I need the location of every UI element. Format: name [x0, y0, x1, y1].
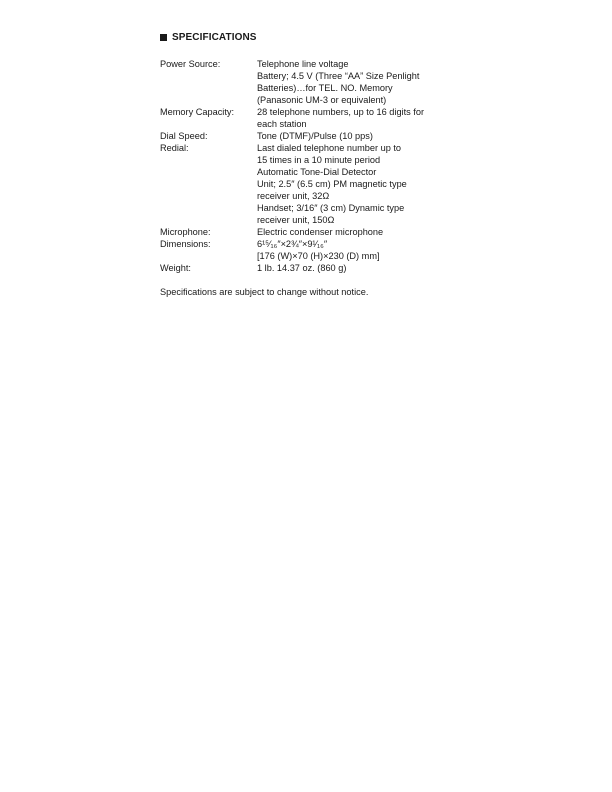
spec-label: Microphone:: [160, 227, 211, 237]
section-title: SPECIFICATIONS: [172, 31, 257, 43]
spec-value: [257, 238, 460, 262]
spec-line: 1 lb. 14.37 oz. (860 g): [257, 263, 347, 273]
spec-value: [257, 142, 460, 226]
spec-dial-speed: [160, 130, 460, 142]
spec-label: Memory Capacity:: [160, 107, 235, 117]
spec-label: Weight:: [160, 263, 191, 273]
spec-line: each station: [257, 119, 307, 129]
black-square-icon: [160, 34, 167, 41]
spec-line: Tone (DTMF)/Pulse (10 pps): [257, 131, 373, 141]
specifications-list: [160, 58, 460, 274]
spec-value: [257, 226, 460, 238]
spec-power-source: [160, 58, 460, 106]
spec-line: Electric condenser microphone: [257, 227, 384, 237]
spec-label: Dial Speed:: [160, 131, 208, 141]
spec-value: [257, 106, 460, 130]
spec-line: 15 times in a 10 minute period: [257, 155, 381, 165]
spec-label: Redial:: [160, 143, 189, 153]
spec-value: [257, 262, 460, 274]
change-notice: Specifications are subject to change without notice.: [160, 287, 369, 297]
spec-line: 6¹⁵⁄₁₆″×2¾″×9¹⁄₁₆″: [257, 239, 328, 249]
spec-value: [257, 58, 460, 106]
spec-line: Last dialed telephone number up to: [257, 143, 402, 153]
spec-line: 28 telephone numbers, up to 16 digits for: [257, 107, 425, 117]
spec-memory-capacity: [160, 106, 460, 130]
spec-label: Dimensions:: [160, 239, 211, 249]
specifications-page: [160, 30, 460, 298]
spec-line: (Panasonic UM-3 or equivalent): [257, 95, 387, 105]
spec-dimensions: [160, 238, 460, 262]
spec-line: Battery; 4.5 V (Three “AA” Size Penlight: [257, 71, 420, 81]
spec-line: Automatic Tone-Dial Detector: [257, 167, 377, 177]
spec-value: [257, 130, 460, 142]
spec-line: [176 (W)×70 (H)×230 (D) mm]: [257, 251, 380, 261]
spec-line: receiver unit, 32Ω: [257, 191, 330, 201]
spec-microphone: [160, 226, 460, 238]
spec-line: Unit; 2.5″ (6.5 cm) PM magnetic type: [257, 179, 407, 189]
spec-label: Power Source:: [160, 59, 221, 69]
spec-weight: [160, 262, 460, 274]
spec-line: Handset; 3/16″ (3 cm) Dynamic type: [257, 203, 405, 213]
spec-redial: [160, 142, 460, 226]
spec-line: receiver unit, 150Ω: [257, 215, 335, 225]
spec-line: Telephone line voltage: [257, 59, 349, 69]
spec-line: Batteries)…for TEL. NO. Memory: [257, 83, 393, 93]
section-heading: [160, 30, 460, 44]
